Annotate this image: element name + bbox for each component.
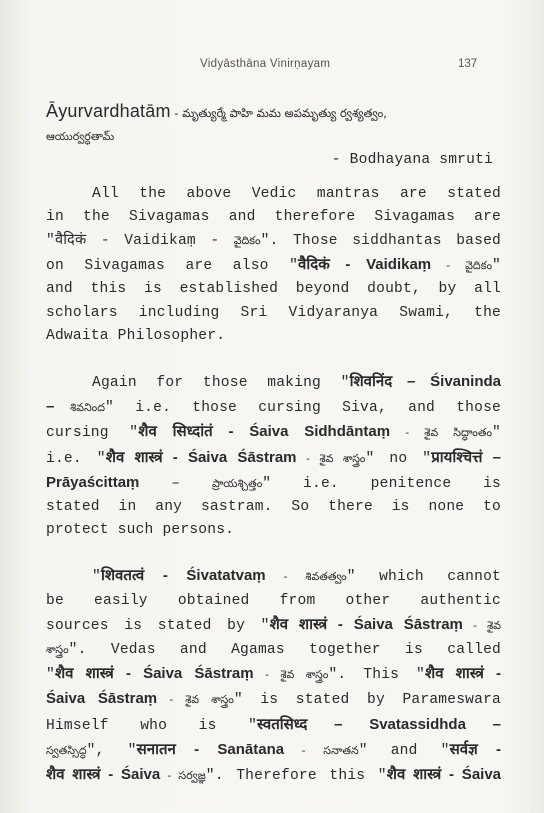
paragraph-sivaninda: Again for those making "शिवनिंद – Śivaninda – శివనింద" i.e. those cursing Siva, and those cursing "शैव सिध्दांतं - Śaiva Sidhdāntaṃ - శైవ సిద్ధాంతం" i.e. "शैव शास्त्रं - Śaiva Śāstram - శైవ శాస్త్రం" no "प्रायश्चित्तं – Prāyaścittaṃ – ప్రాయశ్చిత్తం" i.e. penitence is stated in any sastram. So there is none to protect such persons. bbox=[46, 373, 502, 539]
verse-heading: Āyurvardhatām bbox=[46, 101, 171, 121]
page-number: 137 bbox=[458, 58, 478, 70]
verse-source: - Bodhayana smruti bbox=[331, 152, 493, 169]
body-text bbox=[46, 100, 501, 788]
verse-line-2: ఆయుర్వర్ధతామ్ bbox=[46, 130, 115, 144]
verse-line-1 bbox=[46, 100, 501, 125]
paragraph-sivatatvam: "शिवतत्वं - Śivatatvaṃ - శివతత్వం" which cannot be easily obtained from other authentic sources is stated by "शैव शास्त्रं - Śaiva Śāstraṃ - శైవ శాస్త్రం". Vedas and Agamas together is called "शैव शास्त्रं - Śaiva Śāstraṃ - శైవ శాస్త్రం". This "शैव शास्त्रं - Śaiva Śāstraṃ - శైవ శాస్త్రం" is stated by Parameswara Himself who is "स्वतसिध्द – Svatassidhda – స్వతస్సిద్ధ", "सनातन - Sanātana - సనాతన" and "सर्वज्ञ - शैव शास्त्रं - Śaiva - సర్వజ్ఞ". Therefore this "शैव शास्त्रं - Śaiva bbox=[46, 567, 502, 785]
running-title: Vidyāsthāna Vinirṇayam bbox=[200, 58, 331, 70]
verse-telugu: - మృత్యుర్మే పాహి మమ అపమృత్యు ర్వశ్యత్వం, bbox=[170, 106, 387, 120]
verse-block bbox=[46, 100, 501, 173]
paragraph-vedic-mantras: All the above Vedic mantras are stated in the Sivagamas and therefore Sivagamas are "वैदिकं - Vaidikaṃ - వైదికం". Those siddhantas based on Sivagamas are also "वैदिकं - Vaidikaṃ - వైదికం" and this is established beyond doubt, by all scholars including Sri Vidyaranya Swami, the Adwaita Philosopher. bbox=[46, 185, 501, 344]
